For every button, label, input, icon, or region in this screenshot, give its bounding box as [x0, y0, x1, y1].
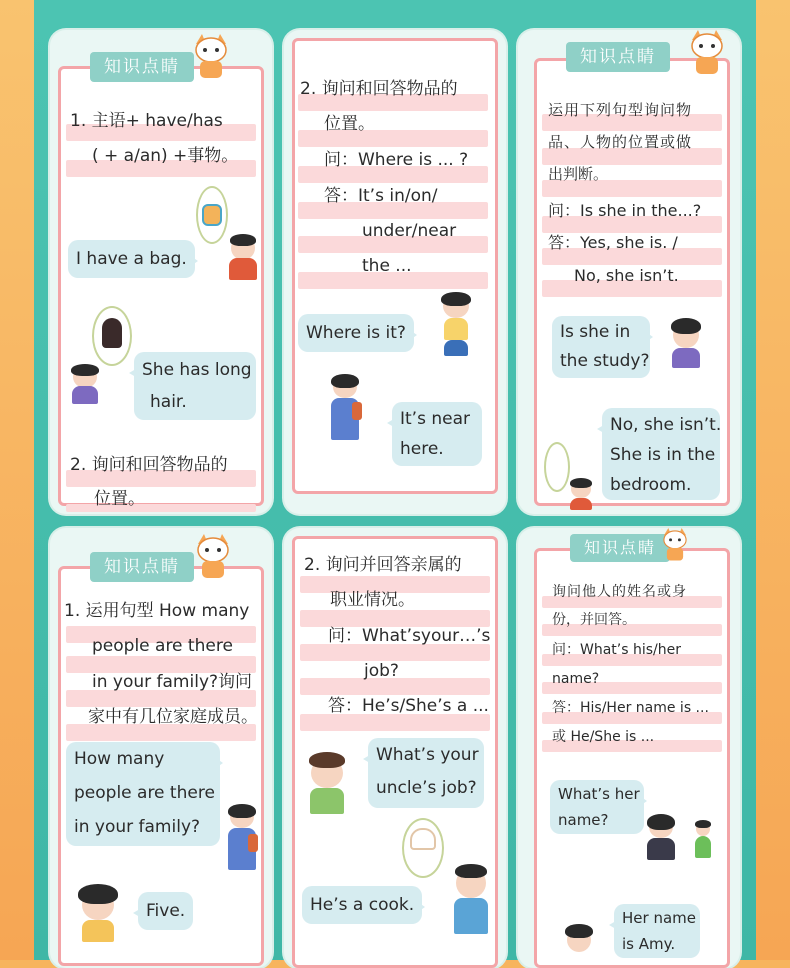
- card-3-bubble-1-line-1: Is she in: [560, 322, 631, 342]
- card-1: [50, 30, 272, 514]
- card-6-bubble-1-line-1: What’s her: [558, 785, 640, 803]
- knowledge-badge: 知识点睛: [90, 52, 194, 82]
- card-6-bubble-2-line-2: is Amy.: [622, 935, 676, 953]
- card-5-bubble-1-line-1: What’s your: [376, 745, 479, 765]
- card-3-bubble-2-line-3: bedroom.: [610, 475, 692, 495]
- card-2-line-2: 位置。: [324, 114, 375, 134]
- card-6-line-1: 询问他人的姓名或身: [552, 584, 687, 600]
- card-4-line-1: 1. 运用句型 How many: [64, 601, 250, 621]
- card-6-bubble-2-line-1: Her name: [622, 909, 696, 927]
- card-5-line-3: 问：What’syour…’s: [328, 626, 491, 646]
- card-4-bubble-1: [66, 742, 220, 846]
- card-1-bubble-2-line-1: She has long: [142, 360, 252, 380]
- girl-with-backpack-avatar: [226, 804, 258, 894]
- card-4-line-2: people are there: [92, 636, 233, 656]
- left-orange-border: [0, 0, 34, 960]
- card-3-bubble-2-line-2: She is in the: [610, 445, 716, 465]
- card-1-bubble-2: [134, 352, 256, 420]
- small-girl-avatar: [694, 820, 712, 858]
- card-1-line-3: 2. 询问和回答物品的: [70, 455, 228, 475]
- card-4-bubble-1-line-3: in your family?: [74, 817, 201, 837]
- card-3-bubble-1-line-2: the study?: [560, 351, 650, 371]
- card-3-bubble-1: [552, 316, 650, 378]
- card-4: [50, 528, 272, 968]
- card-5-bubble-2: He’s a cook.: [302, 886, 422, 924]
- card-1-line-1: 1. 主语+ have/has: [70, 111, 223, 131]
- card-5-bubble-1-line-2: uncle’s job?: [376, 778, 477, 798]
- cat-mascot-icon: [688, 30, 722, 72]
- cat-mascot-icon: [192, 34, 226, 76]
- card-4-line-4: 家中有几位家庭成员。: [88, 707, 258, 727]
- knowledge-badge: 知识点睛: [570, 534, 670, 562]
- card-6-line-2: 份，并回答。: [552, 612, 636, 628]
- card-6-bubble-1-line-2: name?: [558, 811, 609, 829]
- card-4-line-3: in your family?询问: [92, 672, 253, 692]
- girl-glasses-avatar: [76, 884, 120, 942]
- card-5-line-1: 2. 询问并回答亲属的: [304, 555, 462, 575]
- knowledge-badge: 知识点睛: [90, 552, 194, 582]
- card-3-bubble-2-line-1: No, she isn’t.: [610, 415, 722, 435]
- card-5-bubble-1: [368, 738, 484, 808]
- card-6: [518, 528, 740, 968]
- card-1-bubble-2-line-2: hair.: [150, 392, 187, 412]
- card-2-line-3: 问：Where is ... ?: [324, 150, 469, 170]
- cat-mascot-icon: [658, 528, 692, 570]
- card-3-line-2: 品、人物的位置或做: [548, 133, 693, 151]
- man-glasses-avatar: [452, 864, 490, 934]
- card-1-bubble-1: I have a bag.: [68, 240, 195, 278]
- girl-avatar: [668, 318, 704, 368]
- boy-glasses-avatar: [306, 752, 348, 814]
- chef-icon: [410, 828, 436, 850]
- woman-pointing-avatar: [644, 814, 678, 860]
- backpack-icon: [202, 204, 222, 226]
- card-3-bubble-2: [602, 408, 720, 500]
- card-1-line-4: 位置。: [94, 489, 145, 509]
- card-2-line-5: under/near: [362, 221, 457, 241]
- girl-avatar: [68, 364, 102, 406]
- card-2-line-1: 2. 询问和回答物品的: [300, 79, 458, 99]
- running-boy-avatar: [438, 292, 474, 364]
- card-6-bubble-2: [614, 904, 700, 958]
- card-5-line-4: job?: [364, 661, 399, 681]
- card-2-line-6: the ...: [362, 256, 412, 276]
- card-2-line-4: 答：It’s in/on/: [324, 186, 438, 206]
- girl-avatar: [562, 924, 596, 964]
- girl-with-backpack-avatar: [328, 374, 362, 466]
- card-3-line-5: 答：Yes, she is. /: [548, 233, 678, 252]
- right-orange-border: [756, 0, 790, 960]
- card-3-line-6: No, she isn’t.: [574, 266, 679, 285]
- boy-avatar: [568, 478, 594, 510]
- card-2-bubble-1: Where is it?: [298, 314, 414, 352]
- card-5: [284, 528, 506, 968]
- card-4-bubble-1-line-2: people are there: [74, 783, 215, 803]
- card-3-line-3: 出判断。: [548, 165, 609, 183]
- card-5-line-2: 职业情况。: [330, 590, 415, 610]
- card-6-bubble-1: [550, 780, 644, 834]
- card-3: [518, 30, 740, 514]
- boy-avatar: [226, 234, 260, 280]
- card-5-line-5: 答：He’s/She’s a ...: [328, 696, 489, 716]
- card-1-line-2: ( + a/an) +事物。: [92, 146, 239, 166]
- cat-mascot-icon: [194, 534, 228, 576]
- card-2-bubble-2-line-2: here.: [400, 439, 444, 459]
- card-2-bubble-2-line-1: It’s near: [400, 409, 470, 429]
- bed-thought-bubble: [544, 442, 570, 492]
- card-3-line-1: 运用下列句型询问物: [548, 101, 693, 119]
- card-6-line-4: name?: [552, 671, 600, 687]
- card-2: [284, 30, 506, 514]
- card-2-bubble-2: [392, 402, 482, 466]
- card-4-bubble-1-line-1: How many: [74, 749, 165, 769]
- card-3-line-4: 问：Is she in the...?: [548, 201, 702, 220]
- knowledge-badge: 知识点睛: [566, 42, 670, 72]
- card-4-bubble-2: Five.: [138, 892, 193, 930]
- card-6-line-6: 或 He/She is ...: [552, 729, 655, 745]
- card-6-line-3: 问：What’s his/her: [552, 642, 681, 658]
- card-6-line-5: 答：His/Her name is ...: [552, 700, 709, 716]
- long-hair-girl-icon: [102, 318, 122, 348]
